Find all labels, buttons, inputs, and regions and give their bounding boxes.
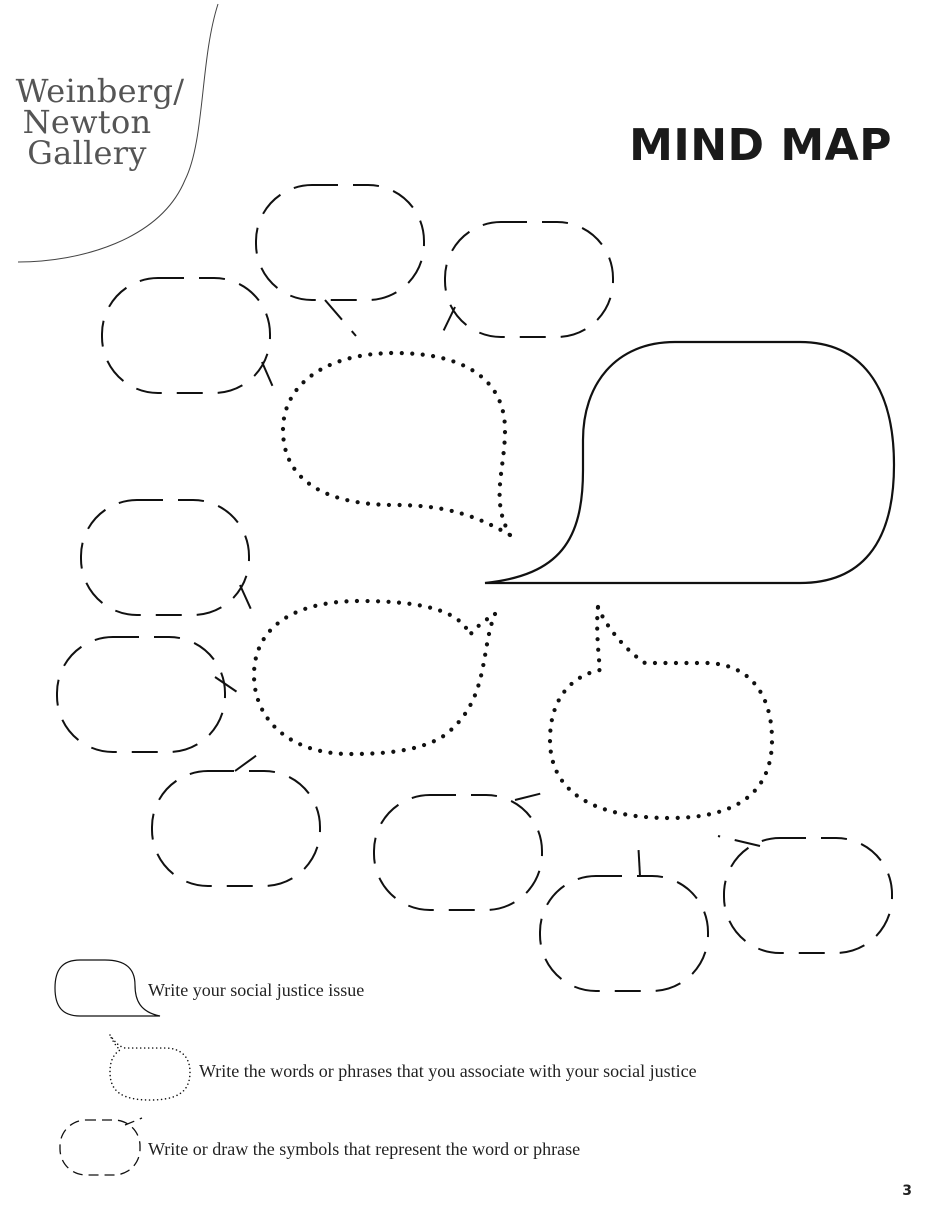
- legend-dashed-label: Write or draw the symbols that represent the word or phrase: [148, 1139, 581, 1159]
- word-bubble[interactable]: [550, 607, 772, 818]
- word-bubble[interactable]: [283, 353, 510, 535]
- logo-line-1: Weinberg/: [15, 72, 185, 110]
- legend-dashed-icon: [60, 1118, 142, 1175]
- symbol-bubble[interactable]: [540, 840, 708, 991]
- legend-dotted-icon: [110, 1035, 190, 1100]
- legend-solid-icon: [55, 960, 160, 1016]
- page-title: MIND MAP: [629, 120, 892, 171]
- symbol-bubble[interactable]: [374, 792, 547, 910]
- logo-line-2: Newton: [22, 103, 152, 141]
- symbol-bubble[interactable]: [57, 637, 240, 752]
- legend-solid-label: Write your social justice issue: [148, 980, 365, 1000]
- symbol-bubble[interactable]: [102, 278, 276, 394]
- word-bubble[interactable]: [254, 601, 495, 754]
- symbol-bubble[interactable]: [81, 500, 254, 616]
- logo-line-3: Gallery: [27, 134, 147, 172]
- symbol-bubble[interactable]: [256, 185, 424, 336]
- page-number: 3: [902, 1183, 912, 1199]
- issue-bubble[interactable]: [485, 342, 894, 583]
- legend-dotted-label: Write the words or phrases that you associate with your social justice: [199, 1061, 697, 1081]
- symbol-bubble[interactable]: [718, 836, 892, 953]
- symbol-bubble[interactable]: [440, 222, 613, 338]
- symbol-bubble[interactable]: [152, 747, 320, 886]
